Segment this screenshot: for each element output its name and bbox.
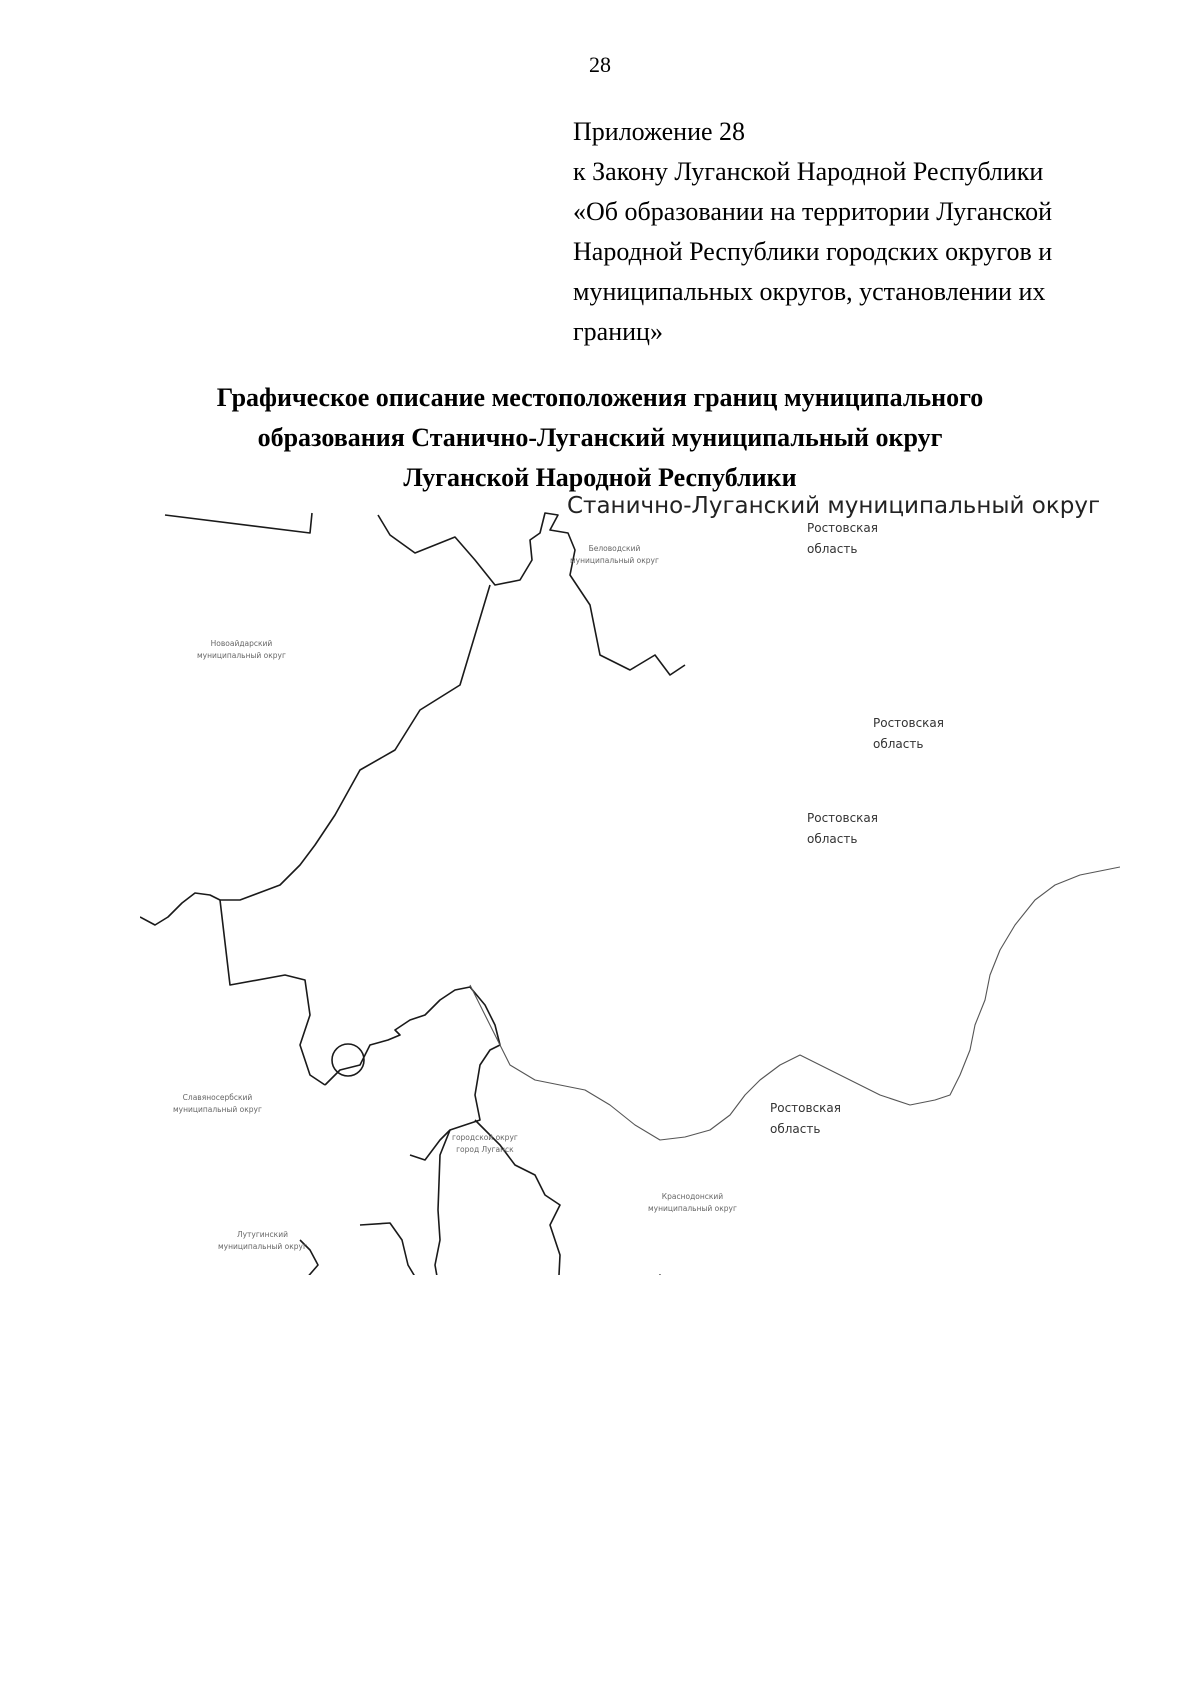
title-line: Луганской Народной Республики <box>403 463 797 492</box>
label-lugansk-city: городской округ город Луганск <box>452 1133 518 1154</box>
appendix-line: Народной Республики городских округов и <box>573 237 1053 266</box>
boundary-map <box>140 493 1120 1275</box>
boundary-segment <box>140 893 220 925</box>
label-krasnodonsky: Краснодонский муниципальный округ <box>648 1192 737 1213</box>
title-line: Графическое описание местоположения границ муниципального <box>216 383 984 412</box>
page-number: 28 <box>589 52 611 77</box>
boundary-segment <box>378 513 685 675</box>
label-slavyanoserbsky: Славяносербский муниципальный округ <box>173 1093 262 1114</box>
label-rostov-oblast: Ростовская область <box>873 716 944 751</box>
boundary-segment <box>360 1223 420 1275</box>
boundary-lines <box>140 505 1120 1275</box>
boundary-segment <box>165 513 312 533</box>
appendix-line: Приложение 28 <box>573 117 746 146</box>
appendix-line: к Закону Луганской Народной Республики <box>573 157 1044 186</box>
label-rostov-oblast: Ростовская область <box>770 1101 841 1136</box>
appendix-reference <box>573 112 1133 352</box>
label-novoaidarsky: Новоайдарский муниципальный округ <box>197 639 286 660</box>
appendix-line: муниципальных округов, установлении их <box>573 277 1046 306</box>
label-belovodsky: Беловодский муниципальный округ <box>570 544 659 565</box>
map-title: Станично-Луганский муниципальный округ <box>567 493 1101 519</box>
title-line: образования Станично-Луганский муниципальный округ <box>257 423 943 452</box>
document-title <box>0 378 1200 498</box>
label-rostov-oblast: Ростовская область <box>807 521 878 556</box>
appendix-line: границ» <box>573 317 663 346</box>
appendix-line: «Об образовании на территории Луганской <box>573 197 1053 226</box>
boundary-loop <box>332 1044 364 1076</box>
label-rostov-oblast: Ростовская область <box>807 811 878 846</box>
label-lutuginsky: Лутугинский муниципальный округ <box>218 1230 307 1251</box>
